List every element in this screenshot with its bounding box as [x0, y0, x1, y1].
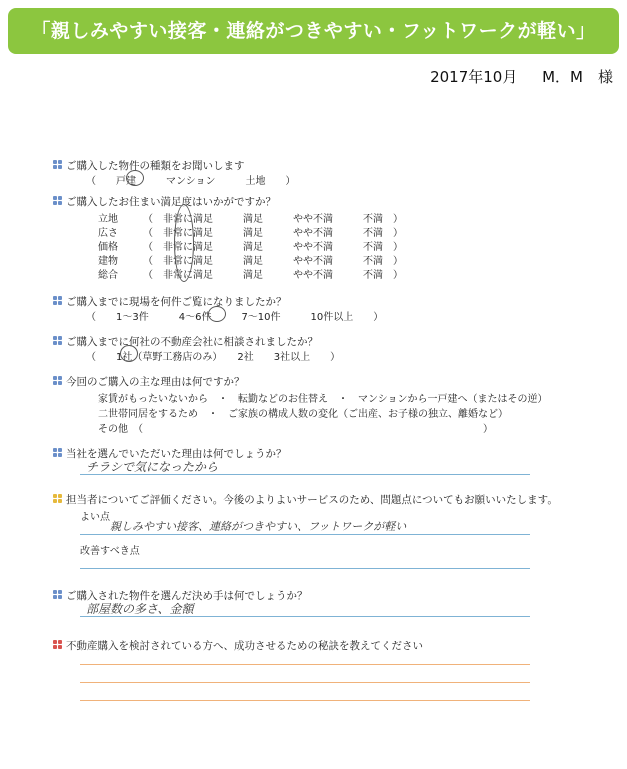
agencies-options: （ 1社（草野工務店のみ） 2社 3社以上 ）: [86, 352, 341, 363]
question-text: ご購入までに現場を何件ご覧になりましたか？: [66, 296, 287, 308]
bullet-icon: [53, 196, 63, 206]
bullet-icon: [53, 336, 63, 346]
improvement-label: 改善すべき点: [80, 546, 140, 557]
question-text: 当社を選んでいただいた理由は何でしょうか？: [66, 448, 287, 460]
satisfaction-row: 立地 （ 非常に満足 満足 やや不満 不満 ）: [98, 214, 403, 225]
satisfaction-row: 建物 （ 非常に満足 満足 やや不満 不満 ）: [98, 256, 403, 267]
decision-factor-answer: 部屋数の多さ、金額: [86, 602, 194, 616]
answer-circle: [126, 170, 144, 186]
header-line: [410, 66, 613, 87]
question-text: ご購入した物件の種類をお聞いします: [66, 160, 245, 172]
bullet-icon: [53, 160, 63, 170]
question-satisfaction: [66, 194, 276, 209]
bullet-icon: [53, 448, 63, 458]
satisfaction-row: 価格 （ 非常に満足 満足 やや不満 不満 ）: [98, 242, 403, 253]
answer-line: [80, 474, 530, 475]
answer-line: [80, 682, 530, 683]
question-text: ご購入したお住まい満足度はいかがですか？: [66, 196, 276, 208]
survey-date: 2017年10月: [430, 68, 518, 86]
question-text: ご購入までに何社の不動産会社に相談されましたか？: [66, 336, 318, 348]
customer-name: M．M 様: [542, 68, 613, 86]
why-us-answer: チラシで気になったから: [86, 460, 219, 474]
answer-line: [80, 534, 530, 535]
answer-line: [80, 568, 530, 569]
reason-other-line: その他 （ ）: [98, 424, 493, 435]
question-viewings: [66, 294, 287, 309]
question-text: 担当者についてご評価ください。今後のよりよいサービスのため、問題点についてもお願いいたします。: [66, 494, 558, 506]
bullet-icon: [53, 296, 63, 306]
question-advice: [66, 638, 423, 653]
reason-options-line: 二世帯同居をするため ・ ご家族の構成人数の変化（ご出産、お子様の独立、離婚など）: [98, 409, 508, 420]
bullet-icon: [53, 640, 63, 650]
title-banner: 「親しみやすい接客・連絡がつきやすい・フットワークが軽い」: [8, 8, 619, 54]
question-staff-evaluation: [66, 492, 558, 507]
answer-circle: [120, 345, 138, 362]
answer-circle: [208, 306, 226, 322]
bullet-icon: [53, 376, 63, 386]
question-text: 不動産購入を検討されている方へ、成功させるための秘訣を教えてください: [66, 640, 423, 652]
good-points-answer: 親しみやすい接客、連絡がつきやすい、フットワークが軽い: [110, 520, 407, 533]
bullet-icon: [53, 494, 63, 504]
answer-circle: [174, 204, 194, 282]
satisfaction-row: 総合 （ 非常に満足 満足 やや不満 不満 ）: [98, 270, 403, 281]
answer-line: [80, 700, 530, 701]
bullet-icon: [53, 590, 63, 600]
viewings-options: （ 1～3件 4～6件 7～10件 10件以上 ）: [86, 312, 384, 323]
question-purchase-reason: [66, 374, 245, 389]
reason-options-line: 家賃がもったいないから ・ 転勤などのお住替え ・ マンションから一戸建へ（またはその逆）: [98, 394, 548, 405]
question-property-type: [66, 158, 245, 173]
answer-line: [80, 616, 530, 617]
property-type-options: （ 戸建 マンション 土地 ）: [86, 176, 296, 187]
answer-line: [80, 664, 530, 665]
question-text: ご購入された物件を選んだ決め手は何でしょうか？: [66, 590, 308, 602]
satisfaction-row: 広さ （ 非常に満足 満足 やや不満 不満 ）: [98, 228, 403, 239]
question-text: 今回のご購入の主な理由は何ですか？: [66, 376, 245, 388]
question-agencies: [66, 334, 318, 349]
good-points-label: よい点: [80, 512, 110, 523]
